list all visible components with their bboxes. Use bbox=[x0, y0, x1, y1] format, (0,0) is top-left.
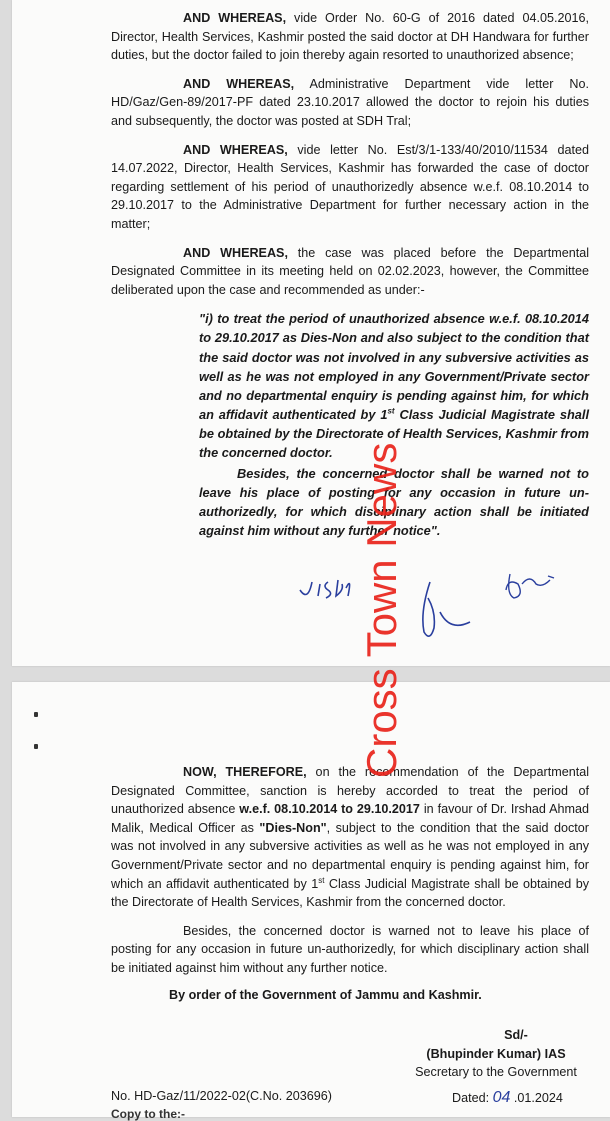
watermark bbox=[350, 360, 414, 780]
para5-part-f: Class Judicial Magistrate shall be obtained by the Directorate of Health Services, Kashmir from the concerned doctor. bbox=[111, 876, 589, 910]
para6-text: Besides, the concerned doctor is warned not to leave his place of posting for any occasion in future un-authorizedly, for which disciplinary action shall be initiated against him without any further notice. bbox=[111, 923, 589, 975]
para5-dies-non: "Dies-Non" bbox=[259, 820, 327, 835]
hole-punch-mark bbox=[34, 744, 38, 749]
dated-label: Dated: bbox=[452, 1091, 493, 1105]
para2-text: Administrative Department vide letter No. HD/Gaz/Gen-89/2017-PF dated 23.10.2017 allowed the doctor to rejoin his duties and subsequently, the doctor was posted at SDH Tral; bbox=[111, 76, 589, 128]
paragraph-6 bbox=[111, 922, 589, 978]
paragraph-3 bbox=[111, 141, 589, 234]
dated-line bbox=[452, 1089, 563, 1107]
dated-day-handwritten: 04 bbox=[492, 1089, 511, 1106]
order-line bbox=[111, 986, 589, 1005]
para2-lead: AND WHEREAS, bbox=[183, 76, 295, 91]
para5-part-e: , subject to the condition that the said doctor was not involved in any subversive activities as well as he was not employed in any Government/Private sector and no departmental enquiry is pending against him, for which an affidavit authenticated by 1 bbox=[111, 820, 589, 891]
paragraph-2 bbox=[111, 75, 589, 131]
para5-dates: w.e.f. 08.10.2014 to 29.10.2017 bbox=[239, 802, 420, 817]
para5-part-a: on the recommendation of the Departmental Designated Committee, sanction is hereby accorded to treat the period of unauthorized absence bbox=[111, 765, 589, 817]
signatory-title: Secretary to the Government bbox=[415, 1065, 577, 1080]
para5-sup: st bbox=[318, 875, 325, 885]
page2-body bbox=[111, 763, 589, 1004]
para1-lead: AND WHEREAS, bbox=[183, 11, 287, 25]
quote2-text: Besides, the concerned doctor shall be warned not to leave his place of posting for any occasion in future un-authorizedly, for which disciplinary action shall be initiated against him without any further notice". bbox=[199, 466, 589, 539]
paragraph-5 bbox=[111, 763, 589, 912]
paragraph-1 bbox=[111, 9, 589, 65]
handwritten-signatures bbox=[290, 562, 590, 662]
sd-mark: Sd/- bbox=[504, 1028, 528, 1042]
para5-lead: NOW, THEREFORE, bbox=[183, 765, 307, 779]
para3-text: vide letter No. Est/3/1-133/40/2010/11534 dated 14.07.2022, Director, Health Services, Kashmir has forwarded the case of doctor regarding settlement of his period of unauthorizedly absence w.e.f. 08.10.2014 to 29.10.2017 to the Administrative Department for further necessary action in the matter; bbox=[111, 142, 589, 231]
signatory-name: (Bhupinder Kumar) IAS bbox=[426, 1046, 566, 1061]
quote1-sup: st bbox=[387, 406, 395, 416]
hole-punch-mark bbox=[34, 712, 38, 717]
para4-lead: AND WHEREAS, bbox=[183, 245, 288, 260]
para5-part-c: in favour of Dr. Irshad Ahmad Malik, Medical Officer as bbox=[111, 802, 590, 835]
para4-text: the case was placed before the Departmental Designated Committee in its meeting held on 02.02.2023, however, the Committee deliberated upon the case and recommended as under:- bbox=[111, 245, 589, 297]
dated-rest: .01.2024 bbox=[510, 1091, 563, 1105]
para3-lead: AND WHEREAS, bbox=[183, 142, 288, 157]
para1-text: vide Order No. 60-G of 2016 dated 04.05.2016, Director, Health Services, Kashmir posted the said doctor at DH Handwara for further duties, but the doctor failed to join thereby again resorted to unauthorized absence; bbox=[111, 11, 589, 63]
order-line-text: By order of the Government of Jammu and Kashmir. bbox=[169, 987, 482, 1002]
reference-number: No. HD-Gaz/11/2022-02(C.No. 203696) bbox=[111, 1089, 332, 1103]
copy-to-label: Copy to the:- bbox=[111, 1107, 185, 1121]
paragraph-4 bbox=[111, 244, 589, 300]
quote1-part-b: Class Judicial Magistrate shall be obtained by the Directorate of Health Services, Kashmir from the concerned doctor. bbox=[199, 406, 590, 460]
watermark-text: Cross Town News bbox=[358, 442, 405, 778]
quote1-part-a: "i) to treat the period of unauthorized absence w.e.f. 08.10.2014 to 29.10.2017 as Dies-Non and also subject to the condition that the said doctor was not involved in any subversive activities as well as he was not employed in any Government/Private sector and no departmental enquiry is pending against him, for which an affidavit authenticated by 1 bbox=[199, 311, 589, 422]
signature-block bbox=[396, 1026, 596, 1082]
